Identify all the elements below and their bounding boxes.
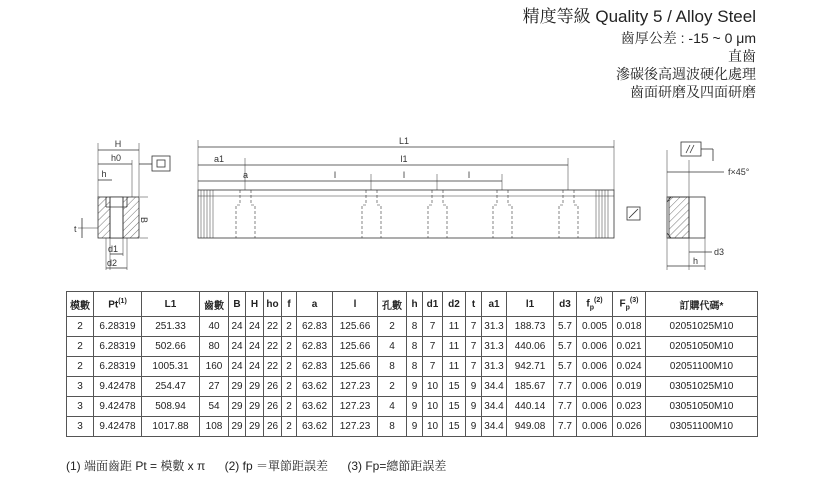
cell-pt: 9.42478 (94, 397, 142, 417)
cell-holes: 4 (378, 397, 407, 417)
cell-module: 3 (67, 417, 94, 437)
cell-L1: 254.47 (142, 377, 200, 397)
rack-front-view (198, 136, 640, 238)
cell-holes: 4 (378, 337, 407, 357)
cell-H: 29 (246, 377, 264, 397)
cell-d3: 5.7 (554, 337, 577, 357)
cell-l1: 185.67 (507, 377, 554, 397)
spec-table (66, 291, 758, 437)
cell-L1: 508.94 (142, 397, 200, 417)
col-l: l (333, 292, 378, 317)
col-f: f (282, 292, 297, 317)
cell-t: 9 (466, 377, 482, 397)
cell-d1: 7 (423, 357, 443, 377)
cell-a1: 31.3 (482, 357, 507, 377)
cell-a1: 34.4 (482, 417, 507, 437)
cell-f: 2 (282, 357, 297, 377)
cell-l: 127.23 (333, 397, 378, 417)
cell-code: 02051050M10 (646, 337, 758, 357)
cell-t: 9 (466, 397, 482, 417)
table-row (67, 357, 758, 377)
tooth-type-note: 直齒 (728, 48, 756, 64)
cell-l: 127.23 (333, 417, 378, 437)
cell-f: 2 (282, 337, 297, 357)
heat-treatment-note: 滲碳後高週波硬化處理 (616, 66, 756, 82)
cell-h: 9 (407, 417, 423, 437)
col-d1: d1 (423, 292, 443, 317)
cell-Fp: 0.019 (613, 377, 646, 397)
cell-teeth: 27 (200, 377, 229, 397)
dim-d1-label: d1 (108, 244, 119, 254)
cell-fp: 0.006 (577, 357, 613, 377)
dim-H-label: H (114, 139, 122, 149)
cell-module: 2 (67, 337, 94, 357)
cell-a: 62.83 (297, 317, 333, 337)
tolerance-note: 齒厚公差 : -15 ~ 0 μm (620, 30, 756, 46)
cell-fp: 0.006 (577, 397, 613, 417)
dim-chamfer-label: f×45° (728, 167, 750, 177)
cell-d3: 5.7 (554, 317, 577, 337)
cell-d3: 5.7 (554, 357, 577, 377)
col-holes: 孔數 (378, 292, 407, 317)
cell-t: 7 (466, 337, 482, 357)
cell-fp: 0.006 (577, 337, 613, 357)
cell-holes: 2 (378, 317, 407, 337)
cell-h: 8 (407, 317, 423, 337)
cell-a: 62.83 (297, 337, 333, 357)
cell-B: 29 (229, 397, 246, 417)
cell-f: 2 (282, 397, 297, 417)
cell-Fp: 0.021 (613, 337, 646, 357)
cell-d1: 10 (423, 417, 443, 437)
dim-t-label: t (74, 224, 77, 234)
cell-code: 03051100M10 (646, 417, 758, 437)
table-row (67, 317, 758, 337)
cell-H: 24 (246, 317, 264, 337)
cell-L1: 1017.88 (142, 417, 200, 437)
cell-d2: 15 (443, 377, 466, 397)
cell-l: 127.23 (333, 377, 378, 397)
col-fp: $f_p^{(2)}$ (577, 292, 613, 317)
col-l1: l1 (507, 292, 554, 317)
col-H: H (246, 292, 264, 317)
col-a: a (297, 292, 333, 317)
cell-h0: 22 (264, 337, 282, 357)
cell-l1: 440.14 (507, 397, 554, 417)
cell-B: 24 (229, 317, 246, 337)
cell-f: 2 (282, 317, 297, 337)
cell-f: 2 (282, 417, 297, 437)
cell-a1: 31.3 (482, 317, 507, 337)
cell-d2: 11 (443, 317, 466, 337)
dim-h0-label: h0 (110, 153, 122, 163)
cell-teeth: 40 (200, 317, 229, 337)
cell-d3: 7.7 (554, 417, 577, 437)
cell-d2: 11 (443, 337, 466, 357)
cell-h: 9 (407, 377, 423, 397)
cell-fp: 0.006 (577, 417, 613, 437)
cell-h: 8 (407, 357, 423, 377)
cell-teeth: 160 (200, 357, 229, 377)
cell-l1: 942.71 (507, 357, 554, 377)
dim-a1-label: a1 (213, 154, 225, 164)
cell-Fp: 0.023 (613, 397, 646, 417)
cell-pt: 6.28319 (94, 337, 142, 357)
dim-l-label-3: l (468, 170, 470, 180)
col-module: 模數 (67, 292, 94, 317)
cell-pt: 6.28319 (94, 357, 142, 377)
dim-L1-label: L1 (398, 136, 410, 146)
dim-l-label-1: l (334, 170, 336, 180)
cell-holes: 2 (378, 377, 407, 397)
cell-L1: 502.66 (142, 337, 200, 357)
cell-fp: 0.005 (577, 317, 613, 337)
cell-h: 9 (407, 397, 423, 417)
cell-module: 3 (67, 377, 94, 397)
table-row (67, 397, 758, 417)
cell-t: 7 (466, 317, 482, 337)
dim-d3-label: d3 (714, 247, 725, 257)
cell-h0: 26 (264, 417, 282, 437)
grinding-note: 齒面研磨及四面研磨 (630, 84, 756, 100)
footnotes (66, 457, 462, 474)
table-header-row (67, 292, 758, 317)
cell-L1: 1005.31 (142, 357, 200, 377)
cell-a: 63.62 (297, 397, 333, 417)
cell-Fp: 0.024 (613, 357, 646, 377)
cell-B: 29 (229, 417, 246, 437)
cell-holes: 8 (378, 417, 407, 437)
cell-L1: 251.33 (142, 317, 200, 337)
cell-f: 2 (282, 377, 297, 397)
cell-h0: 26 (264, 397, 282, 417)
cell-d2: 15 (443, 397, 466, 417)
cell-pt: 9.42478 (94, 417, 142, 437)
cell-H: 24 (246, 337, 264, 357)
cell-fp: 0.006 (577, 377, 613, 397)
table-row (67, 417, 758, 437)
col-L1: L1 (142, 292, 200, 317)
cell-d3: 7.7 (554, 377, 577, 397)
cell-a: 63.62 (297, 417, 333, 437)
table-row (67, 337, 758, 357)
col-teeth: 齒數 (200, 292, 229, 317)
dim-l1-label: l1 (400, 154, 408, 164)
cell-h0: 22 (264, 317, 282, 337)
cell-a1: 34.4 (482, 377, 507, 397)
cell-module: 2 (67, 357, 94, 377)
col-a1: a1 (482, 292, 507, 317)
col-d2: d2 (443, 292, 466, 317)
cell-module: 3 (67, 397, 94, 417)
cell-holes: 8 (378, 357, 407, 377)
cell-Fp: 0.018 (613, 317, 646, 337)
cell-d3: 7.7 (554, 397, 577, 417)
footnote-3: (3) Fp=總節距誤差 (347, 459, 447, 473)
dim-l-label-2: l (403, 170, 405, 180)
cell-d2: 11 (443, 357, 466, 377)
cell-teeth: 54 (200, 397, 229, 417)
cell-d1: 10 (423, 397, 443, 417)
table-row (67, 377, 758, 397)
col-B: B (229, 292, 246, 317)
cell-h0: 26 (264, 377, 282, 397)
cell-Fp: 0.026 (613, 417, 646, 437)
dim-h-label: h (101, 169, 107, 179)
cell-l: 125.66 (333, 317, 378, 337)
cell-l: 125.66 (333, 337, 378, 357)
cell-B: 29 (229, 377, 246, 397)
cell-t: 7 (466, 357, 482, 377)
cell-H: 24 (246, 357, 264, 377)
cell-B: 24 (229, 357, 246, 377)
cell-l1: 949.08 (507, 417, 554, 437)
dim-a-label: a (243, 170, 249, 180)
cell-t: 9 (466, 417, 482, 437)
cell-a1: 34.4 (482, 397, 507, 417)
cell-code: 02051025M10 (646, 317, 758, 337)
cell-h0: 22 (264, 357, 282, 377)
col-d3: d3 (554, 292, 577, 317)
col-t: t (466, 292, 482, 317)
cell-d1: 7 (423, 317, 443, 337)
cell-d2: 15 (443, 417, 466, 437)
cell-a1: 31.3 (482, 337, 507, 357)
cell-l1: 188.73 (507, 317, 554, 337)
col-order-code: 訂購代碼* (646, 292, 758, 317)
page-title: 精度等級 Quality 5 / Alloy Steel (522, 7, 756, 26)
col-pt: Pt$^{(1)}$ (94, 292, 142, 317)
cell-h: 8 (407, 337, 423, 357)
cell-pt: 9.42478 (94, 377, 142, 397)
cell-l: 125.66 (333, 357, 378, 377)
cell-teeth: 80 (200, 337, 229, 357)
cell-code: 02051100M10 (646, 357, 758, 377)
footnote-2: (2) fp ＝單節距誤差 (224, 459, 328, 473)
col-h0: ho (264, 292, 282, 317)
cell-d1: 7 (423, 337, 443, 357)
cell-H: 29 (246, 417, 264, 437)
cell-pt: 6.28319 (94, 317, 142, 337)
dim-h-right-label: h (693, 256, 699, 266)
right-end-view (667, 142, 750, 270)
col-h: h (407, 292, 423, 317)
cell-code: 03051025M10 (646, 377, 758, 397)
cell-l1: 440.06 (507, 337, 554, 357)
cell-a: 63.62 (297, 377, 333, 397)
left-section-view (74, 139, 170, 270)
cell-module: 2 (67, 317, 94, 337)
dim-B-label: B (139, 217, 149, 224)
col-Fp: $F_p^{(3)}$ (613, 292, 646, 317)
cell-H: 29 (246, 397, 264, 417)
cell-teeth: 108 (200, 417, 229, 437)
cell-B: 24 (229, 337, 246, 357)
cell-a: 62.83 (297, 357, 333, 377)
dim-d2-label: d2 (107, 258, 118, 268)
footnote-1: (1) 端面齒距 Pt = 模數 x π (66, 459, 206, 473)
cell-d1: 10 (423, 377, 443, 397)
cell-code: 03051050M10 (646, 397, 758, 417)
